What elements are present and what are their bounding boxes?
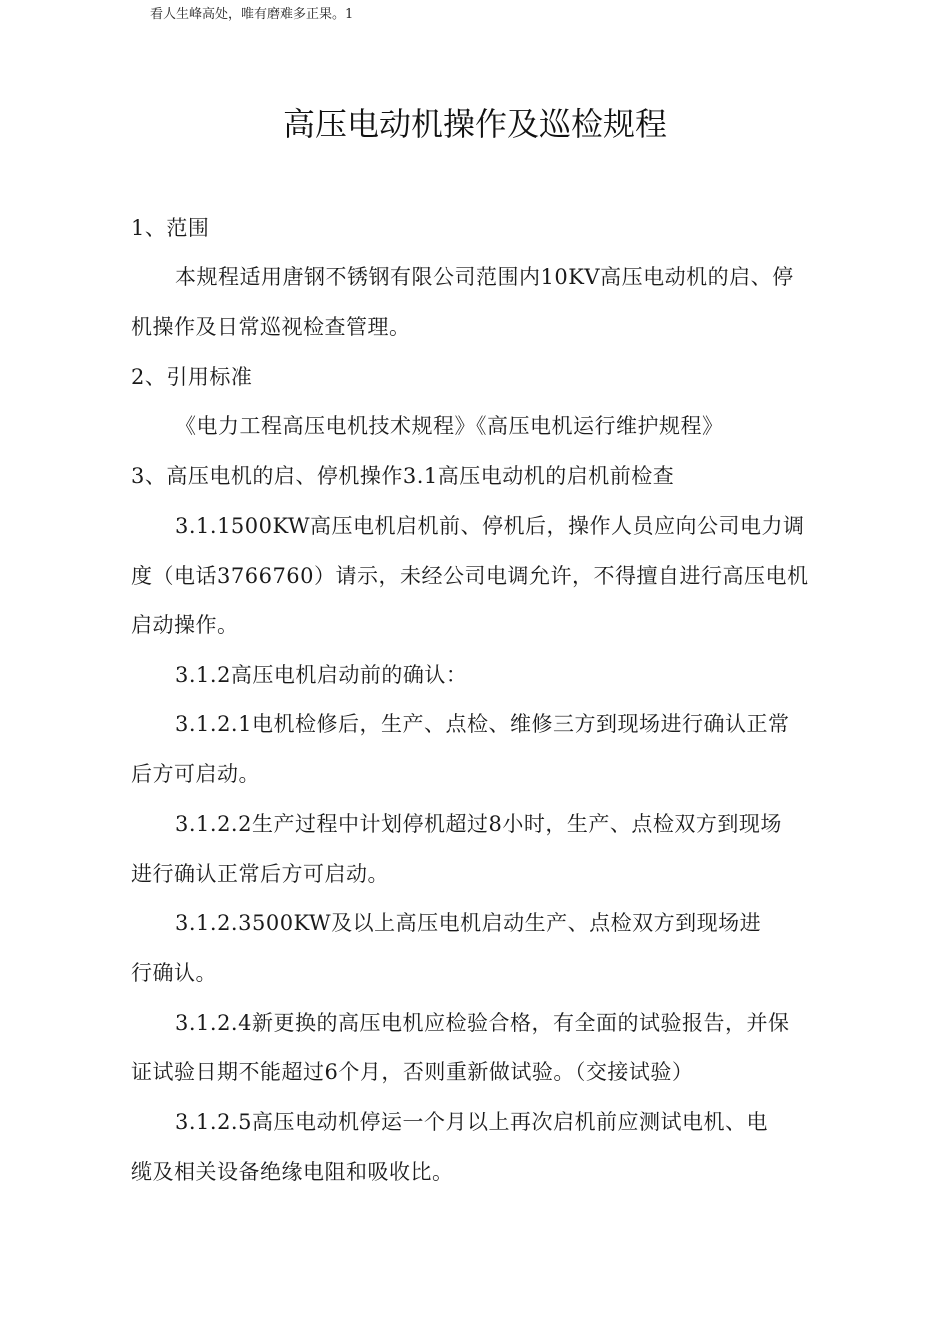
paragraph-line: 证试验日期不能超过6个月，否则重新做试验。（交接试验） <box>131 1060 694 1084</box>
paragraph-line: 3.1.2.2生产过程中计划停机超过8小时，生产、点检双方到现场 <box>175 812 782 836</box>
paragraph-line: 3.1.1500KW高压电机启机前、停机后，操作人员应向公司电力调 <box>175 514 805 538</box>
paragraph-line: 后方可启动。 <box>131 762 260 786</box>
paragraph-line: 启动操作。 <box>131 613 239 637</box>
section-heading-references: 2、引用标准 <box>131 365 253 389</box>
document-title: 高压电动机操作及巡检规程 <box>282 105 667 143</box>
paragraph-line: 本规程适用唐钢不锈钢有限公司范围内10KV高压电动机的启、停 <box>175 265 794 289</box>
paragraph-line: 机操作及日常巡视检查管理。 <box>131 315 411 339</box>
paragraph-line: 3.1.2.5高压电动机停运一个月以上再次启机前应测试电机、电 <box>175 1110 768 1134</box>
subsection-heading: 3.1.2高压电机启动前的确认： <box>175 663 468 687</box>
section-heading-operations: 3、高压电机的启、停机操作3.1高压电动机的启机前检查 <box>131 464 675 488</box>
paragraph-line: 行确认。 <box>131 961 217 985</box>
paragraph-line: 3.1.2.3500KW及以上高压电机启动生产、点检双方到现场进 <box>175 911 762 935</box>
section-heading-scope: 1、范围 <box>131 216 210 240</box>
paragraph-line: 3.1.2.1电机检修后，生产、点检、维修三方到现场进行确认正常 <box>175 712 790 736</box>
paragraph-line: 进行确认正常后方可启动。 <box>131 862 389 886</box>
paragraph-line: 缆及相关设备绝缘电阻和吸收比。 <box>131 1160 454 1184</box>
paragraph-line: 3.1.2.4新更换的高压电机应检验合格，有全面的试验报告，并保 <box>175 1011 790 1035</box>
page-header-motto: 看人生峰高处，唯有磨难多正果。1 <box>150 7 354 22</box>
paragraph-line: 度（电话3766760）请示，未经公司电调允许，不得擅自进行高压电机 <box>131 564 809 588</box>
paragraph-line: 《电力工程高压电机技术规程》《高压电机运行维护规程》 <box>175 414 724 438</box>
